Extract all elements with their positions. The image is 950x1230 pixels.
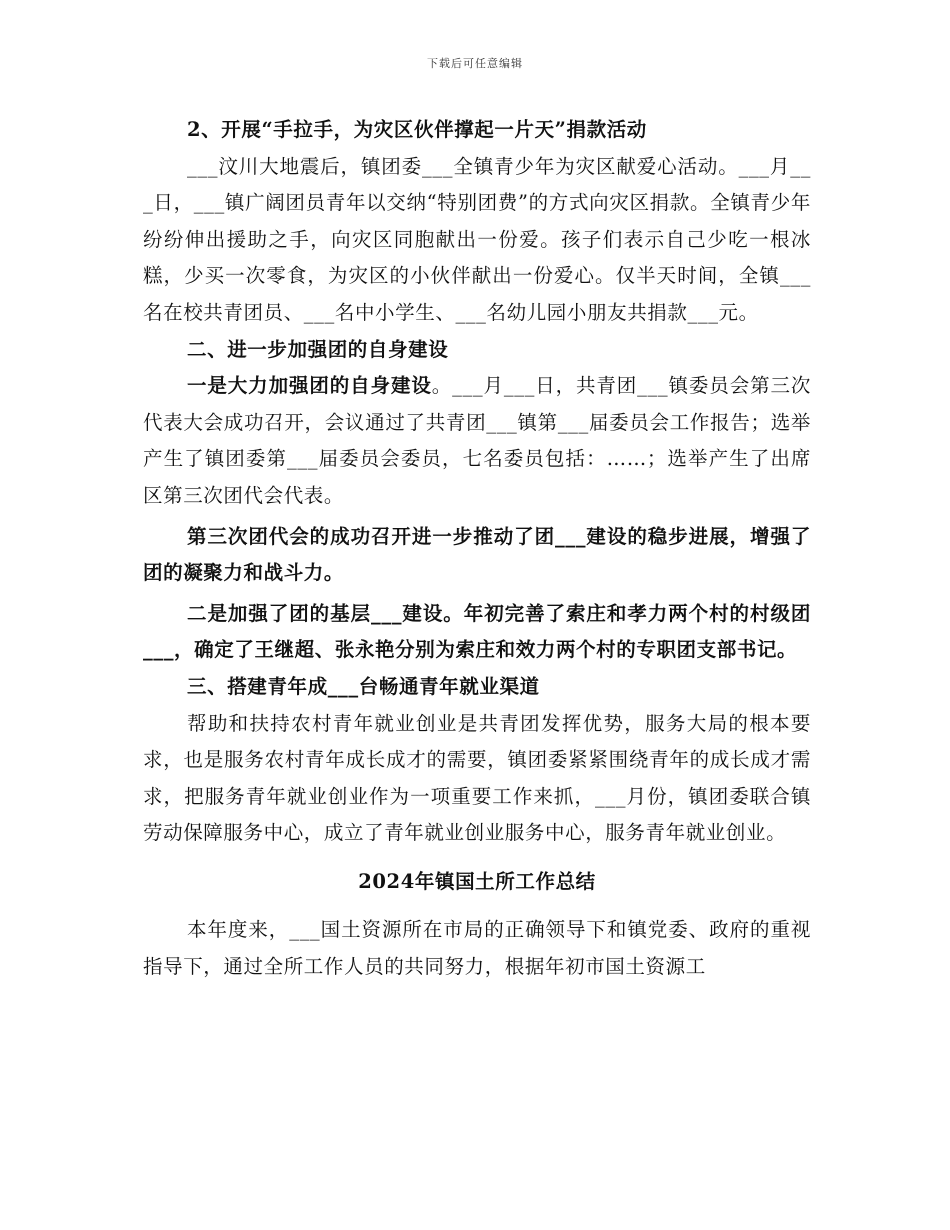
paragraph-land-office-intro: 本年度来，___国土资源所在市局的正确领导下和镇党委、政府的重视指导下，通过全所工作人员的共同努力，根据年初市国土资源工 <box>143 918 811 979</box>
section-heading-self-building: 二、进一步加强团的自身建设 <box>187 337 449 361</box>
section-heading-employment: 三、搭建青年成___台畅通青年就业渠道 <box>187 674 540 698</box>
document-body <box>143 112 811 986</box>
paragraph-donation: ___汶川大地震后，镇团委___全镇青少年为灾区献爱心活动。___月___日，___镇广阔团员青年以交纳“特别团费”的方式向灾区捐款。全镇青少年纷纷伸出援助之手，向灾区同胞献出一份爱。孩子们表示自己少吃一根冰糕，少买一次零食，为灾区的小伙伴献出一份爱心。仅半天时间，全镇___名在校共青团员、___名中小学生、___名幼儿园小朋友共捐款___元。 <box>143 154 811 324</box>
paragraph-self-building-3: 二是加强了团的基层___建设。年初完善了索庄和孝力两个村的村级团___，确定了王继超、张永艳分别为索庄和效力两个村的专职团支部书记。 <box>143 601 811 662</box>
document-title-land-office: 2024年镇国土所工作总结 <box>358 869 596 893</box>
paragraph-employment: 帮助和扶持农村青年就业创业是共青团发挥优势，服务大局的根本要求，也是服务农村青年成长成才的需要，镇团委紧紧围绕青年的成长成才需求，把服务青年就业创业作为一项重要工作来抓，___月份，镇团委联合镇劳动保障服务中心，成立了青年就业创业服务中心，服务青年就业创业。 <box>143 711 811 845</box>
paragraph-rest: 。___月___日，共青团___镇委员会第三次代表大会成功召开，会议通过了共青团___镇第___届委员会工作报告；选举产生了镇团委第___届委员会委员，七名委员包括：……；选举产生了出席区第三次团代会代表。 <box>143 374 811 507</box>
paragraph-lead-bold: 一是大力加强团的自身建设 <box>187 374 432 398</box>
paragraph-self-building-1 <box>143 368 811 514</box>
page-header-note: 下载后可任意编辑 <box>427 57 523 70</box>
section-heading-donation: 2、开展“手拉手，为灾区伙伴撑起一片天”捐款活动 <box>187 118 647 141</box>
paragraph-self-building-2: 第三次团代会的成功召开进一步推动了团___建设的稳步进展，增强了团的凝聚力和战斗力。 <box>143 524 811 585</box>
